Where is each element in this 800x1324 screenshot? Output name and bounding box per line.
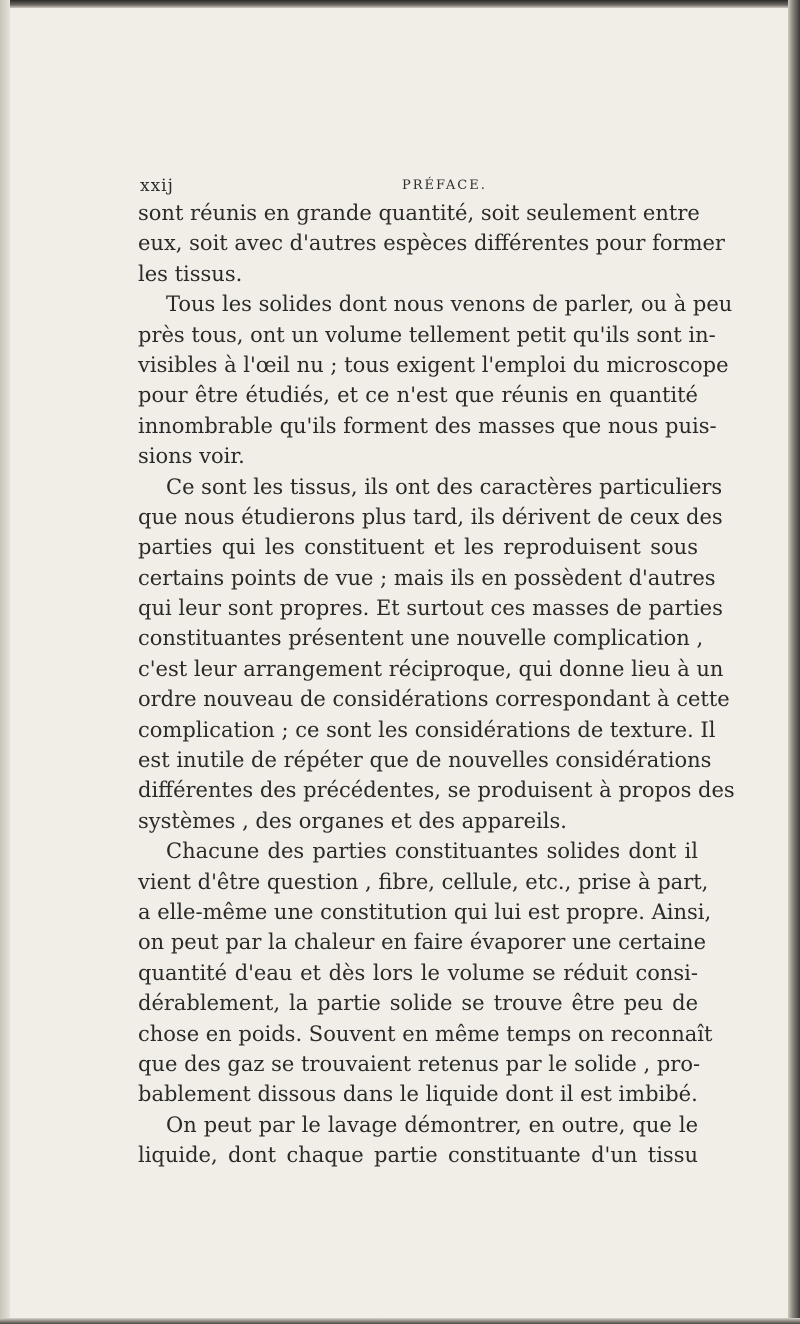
paragraph-1 xyxy=(138,198,725,289)
body-text xyxy=(138,198,735,1171)
page-right-edge xyxy=(788,0,800,1324)
text-line: dérablement, la partie solide se trouve être peu de xyxy=(138,991,698,1016)
text-line: liquide, dont chaque partie constituante d'un tissu xyxy=(138,1143,698,1168)
paragraph-4 xyxy=(138,836,713,1110)
text-line: certains points de vue ; mais ils en possèdent d'autres xyxy=(138,565,716,590)
text-line: innombrable qu'ils forment des masses que nous puis- xyxy=(138,413,717,438)
text-line: eux, soit avec d'autres espèces différentes pour former xyxy=(138,231,725,256)
text-line: a elle-même une constitution qui lui est propre. Ainsi, xyxy=(138,899,712,924)
text-line: complication ; ce sont les considérations de texture. Il xyxy=(138,717,716,742)
text-line: près tous, ont un volume tellement petit qu'ils sont in- xyxy=(138,322,716,347)
text-line: ordre nouveau de considérations correspondant à cette xyxy=(138,687,730,712)
text-line: constituantes présentent une nouvelle complication , xyxy=(138,626,704,651)
paragraph-3 xyxy=(138,472,735,837)
text-line: que des gaz se trouvaient retenus par le solide , pro- xyxy=(138,1051,701,1076)
running-header xyxy=(140,176,700,198)
text-line: qui leur sont propres. Et surtout ces masses de parties xyxy=(138,596,723,621)
text-line: Chacune des parties constituantes solides dont il xyxy=(166,839,698,864)
text-line: systèmes , des organes et des appareils. xyxy=(138,808,567,833)
page-bottom-edge xyxy=(0,1318,800,1324)
text-line: différentes des précédentes, se produisent à propos des xyxy=(138,778,735,803)
text-line: Tous les solides dont nous venons de parler, ou à peu xyxy=(166,292,733,317)
text-line: pour être étudiés, et ce n'est que réunis en quantité xyxy=(138,383,698,408)
page-left-edge xyxy=(0,0,10,1324)
text-line: quantité d'eau et dès lors le volume se réduit consi- xyxy=(138,960,698,985)
text-line: chose en poids. Souvent en même temps on reconnaît xyxy=(138,1021,713,1046)
page-top-edge xyxy=(0,0,800,8)
text-line: sont réunis en grande quantité, soit seulement entre xyxy=(138,201,700,225)
text-line: bablement dissous dans le liquide dont il est imbibé. xyxy=(138,1082,698,1107)
text-line: sions voir. xyxy=(138,444,245,469)
paragraph-2 xyxy=(138,289,733,471)
text-line: parties qui les constituent et les reproduisent sous xyxy=(138,535,698,560)
text-line: vient d'être question , fibre, cellule, etc., prise à part, xyxy=(138,869,709,894)
text-line: les tissus. xyxy=(138,261,243,286)
paragraph-5 xyxy=(138,1110,698,1171)
text-line: que nous étudierons plus tard, ils dérivent de ceux des xyxy=(138,504,723,529)
text-line: c'est leur arrangement réciproque, qui donne lieu à un xyxy=(138,656,724,681)
text-line: est inutile de répéter que de nouvelles considérations xyxy=(138,748,712,773)
text-line: on peut par la chaleur en faire évaporer une certaine xyxy=(138,930,706,955)
text-line: visibles à l'œil nu ; tous exigent l'emploi du microscope xyxy=(138,352,729,377)
text-line: Ce sont les tissus, ils ont des caractères particuliers xyxy=(166,474,723,499)
running-title: PRÉFACE. xyxy=(402,178,487,193)
page-number: xxij xyxy=(140,176,174,196)
text-line: On peut par le lavage démontrer, en outre, que le xyxy=(166,1112,698,1137)
